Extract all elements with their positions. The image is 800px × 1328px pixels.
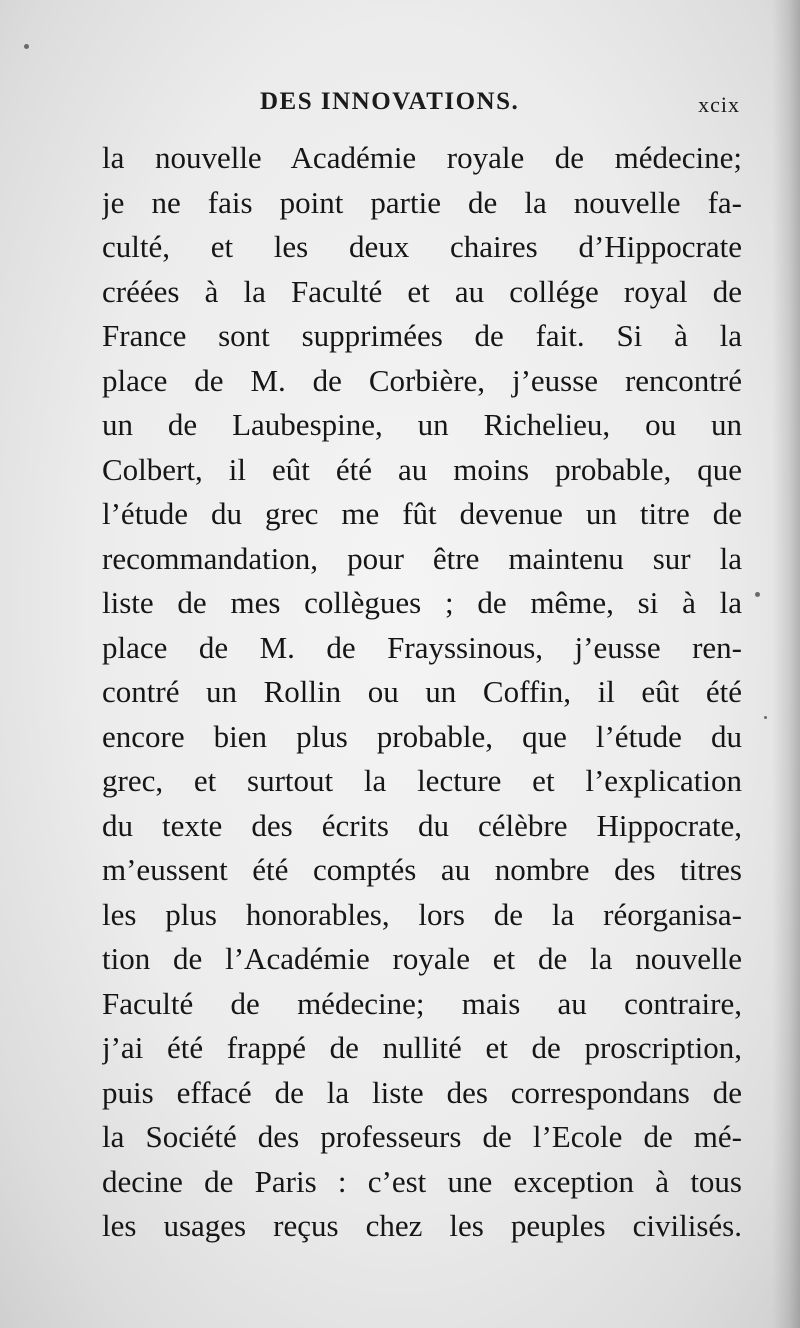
text-line: j’ai été frappé de nullité et de proscription, [102,1030,742,1065]
text-line: decine de Paris : c’est une exception à tous [102,1163,742,1199]
text-line: place de M. de Corbière, j’eusse rencontré [102,362,742,398]
page-edge-shadow [772,0,800,1328]
text-line: la Société des professeurs de l’Ecole de mé- [102,1119,742,1154]
text-line: les plus honorables, lors de la réorganisa- [102,896,742,932]
paper-speck [755,592,760,597]
text-line: du texte des écrits du célèbre Hippocrate, [102,807,742,843]
text-line: culté, et les deux chaires d’Hippocrate [102,229,742,264]
text-line: Faculté de médecine; mais au contraire, [102,985,742,1021]
text-line: France sont supprimées de fait. Si à la [102,318,742,353]
text-line: m’eussent été comptés au nombre des titres [102,852,742,887]
paper-speck [24,44,29,49]
text-line: encore bien plus probable, que l’étude du [102,718,742,754]
text-line: tion de l’Académie royale et de la nouvelle [102,941,742,976]
text-line: un de Laubespine, un Richelieu, ou un [102,407,742,442]
paper-speck [764,716,767,719]
text-line: liste de mes collègues ; de même, si à la [102,585,742,620]
running-title: DES INNOVATIONS. [260,88,520,115]
body-text [102,136,742,1249]
page-header [100,88,740,128]
text-line: Colbert, il eût été au moins probable, que [102,451,742,487]
text-line: créées à la Faculté et au collége royal de [102,273,742,309]
text-line: la nouvelle Académie royale de médecine; [102,140,742,175]
text-line: je ne fais point partie de la nouvelle fa- [102,184,742,220]
text-line: contré un Rollin ou un Coffin, il eût été [102,674,742,709]
text-line: recommandation, pour être maintenu sur la [102,540,742,576]
text-line: puis effacé de la liste des correspondans de [102,1074,742,1110]
text-line: grec, et surtout la lecture et l’explication [102,763,742,798]
page-number: xcix [698,92,740,117]
text-line: place de M. de Frayssinous, j’eusse ren- [102,629,742,665]
text-line: les usages reçus chez les peuples civilisés. [102,1208,742,1243]
text-line: l’étude du grec me fût devenue un titre de [102,496,742,531]
